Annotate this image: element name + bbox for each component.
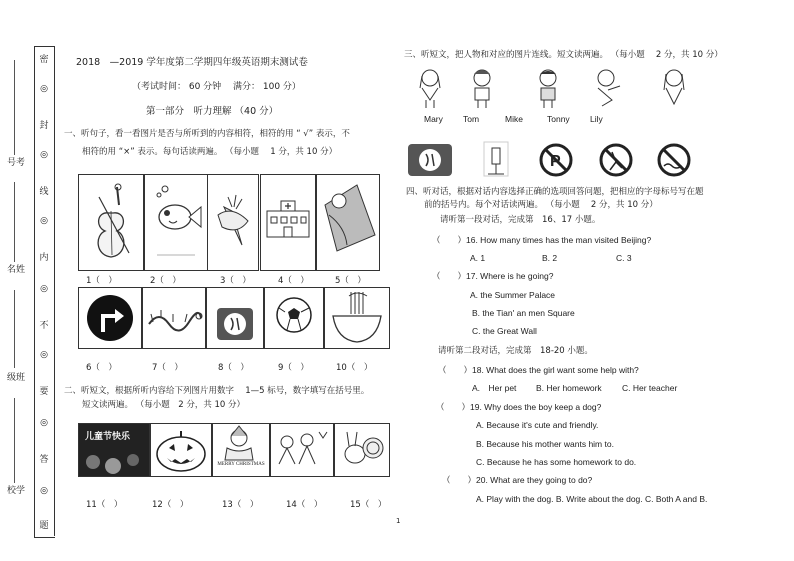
q8-label: 8（ ） xyxy=(218,363,249,373)
picture-football xyxy=(264,287,324,349)
q14-label: 14（ ） xyxy=(286,500,323,510)
name-mike: Mike xyxy=(505,114,523,124)
seal-char: 答 xyxy=(39,455,49,465)
seal-char: ◎ xyxy=(40,350,48,360)
q5-label: 5（ ） xyxy=(335,276,366,286)
page-number: 1 xyxy=(396,517,401,525)
section4-instruction-1: 四、听对话，根据对话内容选择正确的选项回答问题，把相应的字母标号写在题 xyxy=(406,187,704,197)
picture-dragon xyxy=(142,287,206,349)
q17-option-c: C. the Great Wall xyxy=(472,326,537,336)
question-18: （ ）18. What does the girl want some help with? xyxy=(438,365,639,375)
picture-violin xyxy=(78,174,144,271)
seal-char: ◎ xyxy=(40,284,48,294)
seal-char: 内 xyxy=(39,253,49,263)
q16-option-c: C. 3 xyxy=(616,253,632,263)
exam-info: （考试时间： 60 分钟 满分： 100 分） xyxy=(132,82,301,92)
field-rule xyxy=(14,182,15,262)
picture-hospital xyxy=(260,174,316,271)
q7-label: 7（ ） xyxy=(152,363,183,373)
q19-option-b: B. Because his mother wants him to. xyxy=(476,439,614,449)
traffic-light-icon xyxy=(484,142,508,176)
field-rule xyxy=(14,398,15,483)
q18-option-b: B. Her homework xyxy=(536,383,602,393)
q16-option-a: A. 1 xyxy=(470,253,486,263)
name-tonny: Tonny xyxy=(547,114,570,124)
q16-option-b: B. 2 xyxy=(542,253,558,263)
q18-option-c: C. Her teacher xyxy=(622,383,678,393)
no-phone-sign-icon xyxy=(408,144,452,176)
seal-char: ◎ xyxy=(40,418,48,428)
field-label-number: 号考 xyxy=(6,158,25,168)
q20-options: A. Play with the dog. B. Write about the dog. C. Both A and B. xyxy=(476,494,708,504)
q11-label: 11（ ） xyxy=(86,500,123,510)
picture-children-party xyxy=(270,423,334,477)
people-pictures xyxy=(412,66,712,110)
seal-char: 封 xyxy=(39,121,49,131)
picture-vegetables xyxy=(208,174,259,271)
picture-noodles xyxy=(324,287,390,349)
q12-label: 12（ ） xyxy=(152,500,189,510)
field-label-school: 校学 xyxy=(6,486,25,496)
seal-char: ◎ xyxy=(40,150,48,160)
picture-no-phone-sign xyxy=(206,287,264,349)
question-16: （ ）16. How many times has the man visited Beijing? xyxy=(432,235,652,245)
question-19: （ ）19. Why does the boy keep a dog? xyxy=(436,402,602,412)
seal-char: 线 xyxy=(39,187,49,197)
field-rule xyxy=(14,290,15,368)
q17-option-b: B. the Tian' an men Square xyxy=(472,308,575,318)
picture-pumpkin xyxy=(150,423,212,477)
field-rule xyxy=(14,60,15,155)
q15-label: 15（ ） xyxy=(350,500,387,510)
section2-instruction-2: 短文读两遍。 （每小题 2 分，共 10 分） xyxy=(82,400,246,410)
q18-option-a: A. Her pet xyxy=(472,383,517,393)
seal-char: 题 xyxy=(39,521,49,531)
picture-boy-sleeping xyxy=(316,174,380,271)
q9-label: 9（ ） xyxy=(278,363,309,373)
seal-char: ◎ xyxy=(40,84,48,94)
seal-char: 密 xyxy=(39,55,49,65)
picture-childrens-day xyxy=(78,423,150,477)
section4-instruction-2: 前的括号内。每个对话读两遍。 （每小题 2 分，共 10 分） xyxy=(424,200,658,210)
question-17: （ ）17. Where is he going? xyxy=(432,271,554,281)
name-lily: Lily xyxy=(590,114,603,124)
section3-instruction: 三、听短文，把人物和对应的图片连线。短文读两遍。 （每小题 2 分，共 10 分） xyxy=(404,50,723,60)
person-girl-2 xyxy=(664,70,684,104)
name-tom: Tom xyxy=(463,114,480,124)
q13-label: 13（ ） xyxy=(222,500,259,510)
seal-char: ◎ xyxy=(40,486,48,496)
name-mary: Mary xyxy=(424,114,443,124)
q17-option-a: A. the Summer Palace xyxy=(470,290,556,300)
dialog2-intro: 请听第二段对话，完成第 18-20 小题。 xyxy=(438,346,593,356)
question-20: （ ）20. What are they going to do? xyxy=(442,475,593,485)
picture-mooncake-rabbit xyxy=(334,423,390,477)
dialog1-intro: 请听第一段对话，完成第 16、17 小题。 xyxy=(440,215,601,225)
svg-text:P: P xyxy=(550,153,561,170)
picture-fish xyxy=(144,174,208,271)
q1-label: 1（ ） xyxy=(86,276,117,286)
section2-instruction-1: 二、听短文，根据所听内容给下列图片用数字 1—5 标号，数字填写在括号里。 xyxy=(64,386,370,396)
q3-label: 3（ ） xyxy=(220,276,251,286)
field-label-name: 名姓 xyxy=(6,265,25,275)
exam-title: 2018 —2019 学年度第二学期四年级英语期末测试卷 xyxy=(76,57,308,68)
no-walking-sign-icon xyxy=(601,145,631,175)
part-title: 第一部分 听力理解 （40 分） xyxy=(146,106,279,117)
section1-instruction-1: 一、听句子，看一看图片是否与所听到的内容相符，相符的用 “ √” 表示，不 xyxy=(64,129,350,139)
seal-line xyxy=(54,46,55,536)
q2-label: 2（ ） xyxy=(150,276,181,286)
picture-turn-right-sign xyxy=(78,287,142,349)
no-swimming-sign-icon xyxy=(659,145,689,175)
childrens-day-text: 儿童节快乐 xyxy=(85,432,131,442)
q10-label: 10（ ） xyxy=(336,363,373,373)
q6-label: 6（ ） xyxy=(86,363,117,373)
section1-instruction-2: 相符的用 “×” 表示。每句话读两遍。 （每小题 1 分，共 10 分） xyxy=(82,147,338,157)
q19-option-a: A. Because it's cute and friendly. xyxy=(476,420,599,430)
field-label-class: 级班 xyxy=(6,373,25,383)
q4-label: 4（ ） xyxy=(278,276,309,286)
christmas-text: MERRY CHRISTMAS xyxy=(217,462,265,467)
person-boy-1 xyxy=(474,70,490,108)
picture-christmas xyxy=(212,423,270,477)
person-boy-2 xyxy=(540,70,556,108)
q19-option-c: C. Because he has some homework to do. xyxy=(476,457,637,467)
seal-char: ◎ xyxy=(40,216,48,226)
person-boy-3 xyxy=(598,70,620,106)
sign-pictures xyxy=(406,140,706,178)
seal-char: 要 xyxy=(39,387,49,397)
no-parking-sign-icon xyxy=(541,145,571,175)
seal-char: 不 xyxy=(39,321,49,331)
person-girl-1 xyxy=(420,70,440,108)
